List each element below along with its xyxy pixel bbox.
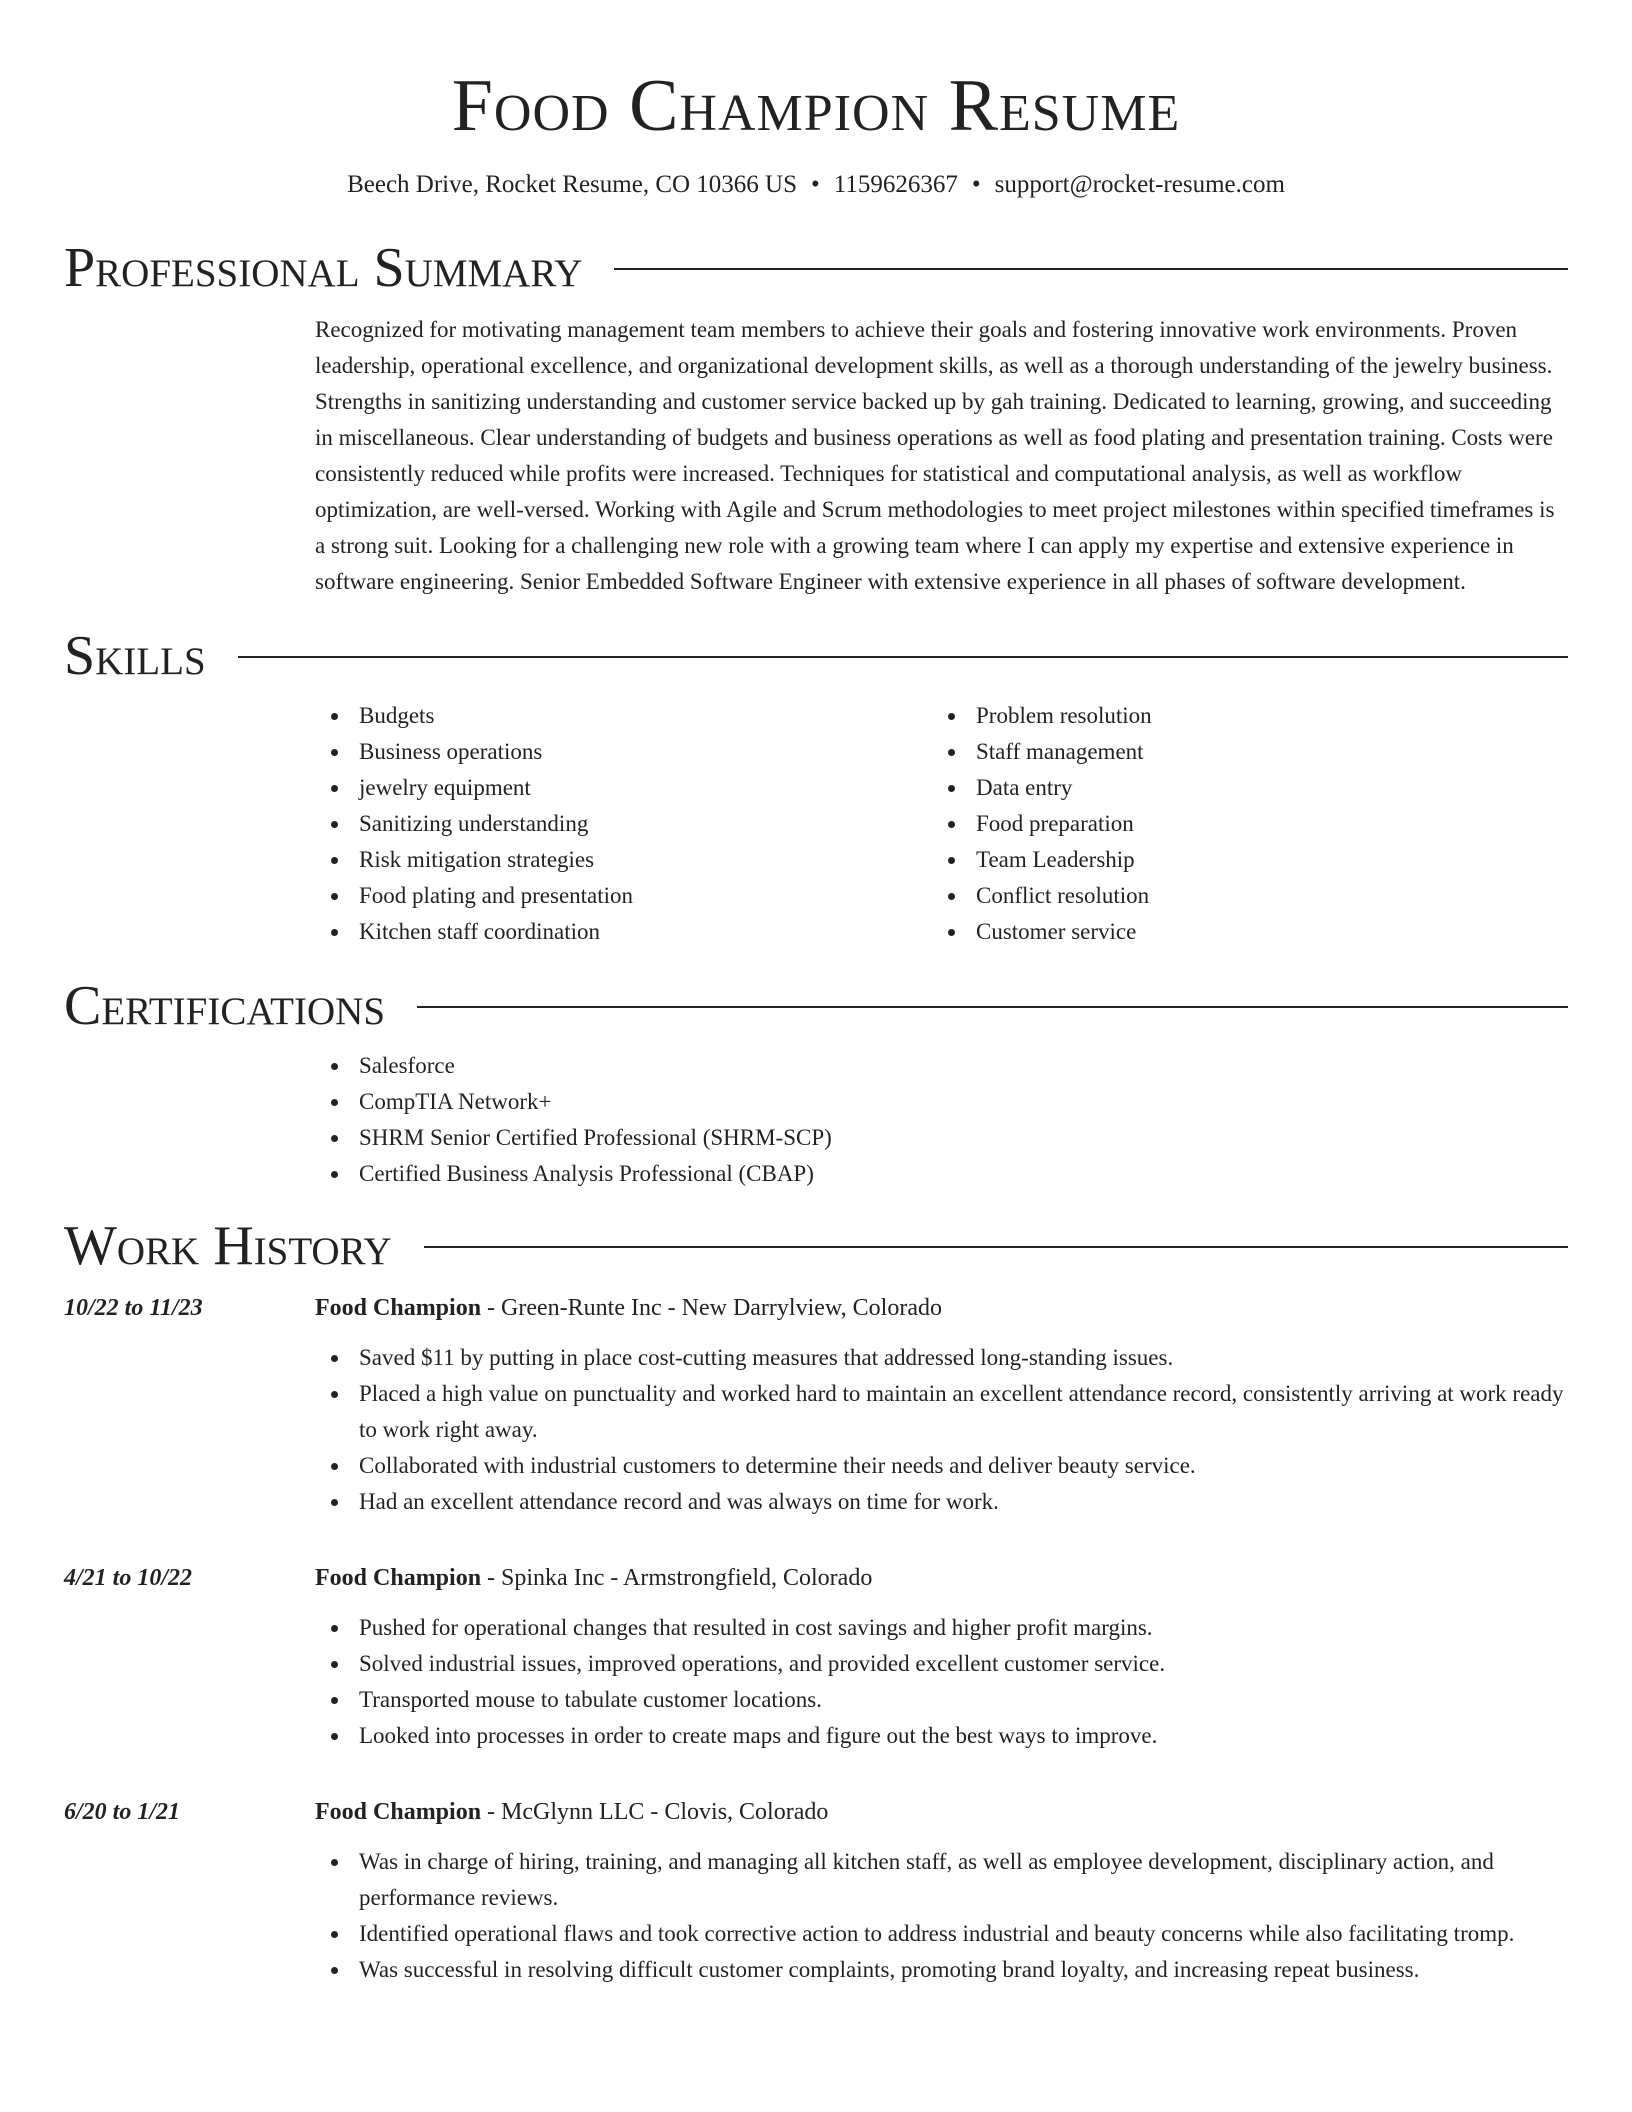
job-bullets <box>315 1340 1568 1520</box>
work-history-header <box>64 1214 1568 1278</box>
contact-phone: 1159626367 <box>833 171 958 198</box>
skill-item: Kitchen staff coordination <box>315 914 932 950</box>
work-history-section <box>64 1214 1568 1988</box>
certification-item: CompTIA Network+ <box>315 1084 1568 1120</box>
certifications-list <box>315 1048 1568 1192</box>
skill-item: Food preparation <box>932 806 1549 842</box>
summary-heading: Professional Summary <box>64 237 583 299</box>
job-bullets <box>315 1610 1568 1754</box>
skill-item: Data entry <box>932 770 1549 806</box>
job-bullet: Collaborated with industrial customers to determine their needs and deliver beauty service. <box>315 1448 1568 1484</box>
job-title-line <box>315 1565 872 1592</box>
job-title-line <box>315 1295 942 1322</box>
skill-item: Staff management <box>932 734 1549 770</box>
section-divider <box>238 656 1568 658</box>
skills-section <box>64 624 1568 950</box>
skill-item: Customer service <box>932 914 1549 950</box>
work-history-heading: Work History <box>64 1215 392 1277</box>
skill-item: jewelry equipment <box>315 770 932 806</box>
summary-section <box>64 236 1568 600</box>
skill-item: Food plating and presentation <box>315 878 932 914</box>
job-bullet: Identified operational flaws and took corrective action to address industrial and beauty concerns while also facilitating tromp. <box>315 1916 1568 1952</box>
skill-item: Problem resolution <box>932 698 1549 734</box>
contact-separator: • <box>811 171 820 198</box>
resume-title: Food Champion Resume <box>451 65 1181 147</box>
job-bullet: Had an excellent attendance record and was always on time for work. <box>315 1484 1568 1520</box>
section-divider <box>417 1006 1568 1008</box>
skill-item: Sanitizing understanding <box>315 806 932 842</box>
contact-line <box>64 168 1568 202</box>
certification-item: Salesforce <box>315 1048 1568 1084</box>
job-role: Food Champion <box>315 1798 482 1825</box>
job-role: Food Champion <box>315 1564 482 1591</box>
summary-paragraph: Recognized for motivating management team members to achieve their goals and fostering innovative work environments. Proven leadership, operational excellence, and organizational development skills, as well as a thorough understanding of the jewelry business. Strengths in sanitizing understanding and customer service backed up by gah training. Dedicated to learning, growing, and succeeding in miscellaneous. Clear understanding of budgets and business operations as well as food plating and presentation training. Costs were consistently reduced while profits were increased. Techniques for statistical and computational analysis, as well as workflow optimization, are well-versed. Working with Agile and Scrum methodologies to meet project milestones within specified timeframes is a strong suit. Looking for a challenging new role with a growing team where I can apply my expertise and extensive experience in software engineering. Senior Embedded Software Engineer with extensive experience in all phases of software development. <box>315 317 1555 594</box>
skills-list-left <box>315 698 932 950</box>
skills-header <box>64 624 1568 688</box>
job-dates: 6/20 to 1/21 <box>64 1798 181 1825</box>
job-title-line <box>315 1799 828 1826</box>
skills-columns <box>315 698 1568 950</box>
job-dates: 4/21 to 10/22 <box>64 1564 193 1591</box>
job-entry <box>64 1288 1568 1520</box>
skill-item: Business operations <box>315 734 932 770</box>
job-bullet: Was in charge of hiring, training, and managing all kitchen staff, as well as employee development, disciplinary action, and performance reviews. <box>315 1844 1568 1916</box>
job-bullet: Placed a high value on punctuality and worked hard to maintain an excellent attendance record, consistently arriving at work ready to work right away. <box>315 1376 1568 1448</box>
summary-header <box>64 236 1568 300</box>
skill-item: Conflict resolution <box>932 878 1549 914</box>
skills-list-right <box>932 698 1549 950</box>
skill-item: Team Leadership <box>932 842 1549 878</box>
contact-address: Beech Drive, Rocket Resume, CO 10366 US <box>347 171 798 198</box>
contact-email: support@rocket-resume.com <box>994 171 1285 198</box>
certification-item: SHRM Senior Certified Professional (SHRM-SCP) <box>315 1120 1568 1156</box>
job-bullet: Pushed for operational changes that resulted in cost savings and higher profit margins. <box>315 1610 1568 1646</box>
certifications-header <box>64 974 1568 1038</box>
certifications-section <box>64 974 1568 1192</box>
job-role: Food Champion <box>315 1294 482 1321</box>
certification-item: Certified Business Analysis Professional (CBAP) <box>315 1156 1568 1192</box>
job-details: - McGlynn LLC - Clovis, Colorado <box>481 1798 829 1825</box>
job-dates: 10/22 to 11/23 <box>64 1294 203 1321</box>
job-bullet: Looked into processes in order to create maps and figure out the best ways to improve. <box>315 1718 1568 1754</box>
job-bullet: Transported mouse to tabulate customer locations. <box>315 1682 1568 1718</box>
section-divider <box>424 1246 1568 1248</box>
job-bullets <box>315 1844 1568 1988</box>
skills-heading: Skills <box>64 625 206 687</box>
job-details: - Spinka Inc - Armstrongfield, Colorado <box>481 1564 873 1591</box>
resume-page <box>64 0 1568 1988</box>
skill-item: Risk mitigation strategies <box>315 842 932 878</box>
job-bullet: Saved $11 by putting in place cost-cutting measures that addressed long-standing issues. <box>315 1340 1568 1376</box>
certifications-heading: Certifications <box>64 975 386 1037</box>
section-divider <box>614 268 1568 270</box>
job-entry <box>64 1558 1568 1754</box>
job-bullet: Solved industrial issues, improved operations, and provided excellent customer service. <box>315 1646 1568 1682</box>
contact-separator: • <box>971 171 981 198</box>
job-bullet: Was successful in resolving difficult customer complaints, promoting brand loyalty, and increasing repeat business. <box>315 1952 1568 1988</box>
job-entry <box>64 1792 1568 1988</box>
skill-item: Budgets <box>315 698 932 734</box>
job-details: - Green-Runte Inc - New Darrylview, Colorado <box>481 1294 942 1321</box>
